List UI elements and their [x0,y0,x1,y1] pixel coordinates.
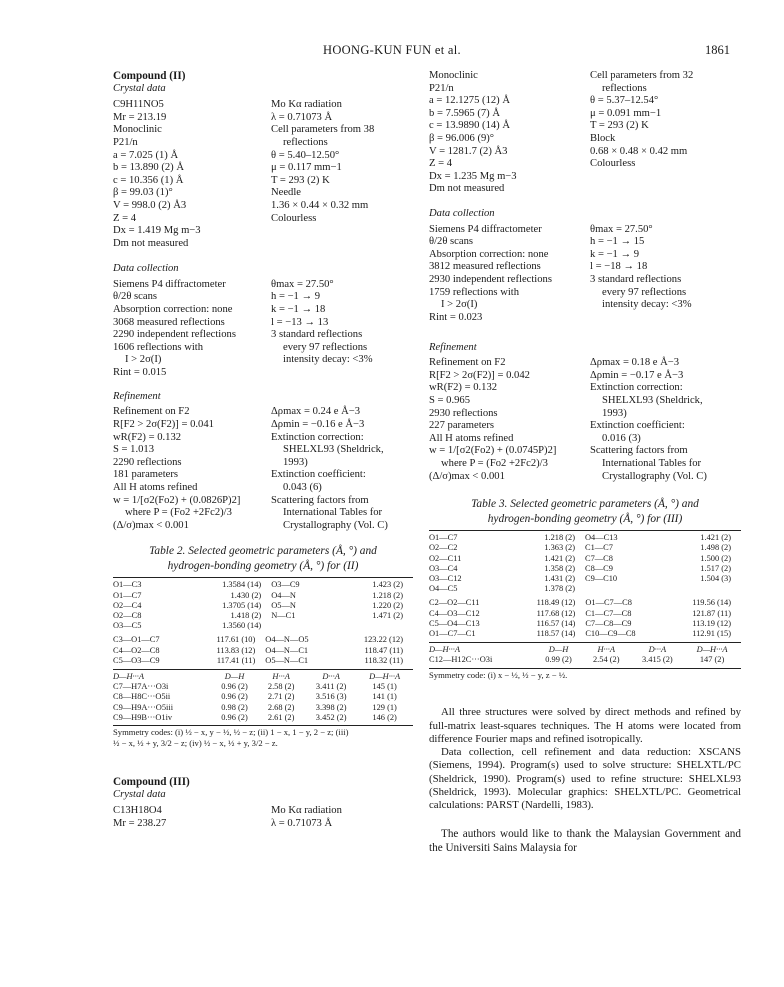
table-header-cell: H···A [597,645,615,655]
table-row [113,601,413,611]
text-line: Refinement on F2 [429,357,506,369]
table-cell: 1.423 (2) [372,580,403,590]
table-cell: 1.218 (2) [544,533,575,543]
text-line: reflections [283,136,328,148]
table-row [113,682,413,692]
data-collection-iii-heading: Data collection [429,208,495,219]
text-line: 1606 reflections with [113,341,204,353]
text-line: Needle [271,187,301,199]
table-header-cell: D—H [224,672,245,681]
table-row [429,574,741,584]
table-cell: 1.421 (2) [544,553,575,563]
text-line: Scattering factors from [271,494,369,506]
text-line: Monoclinic [113,124,162,136]
crystal-data-iii-heading: Crystal data [113,788,166,800]
table-cell: 1.418 (2) [230,610,262,620]
text-line: intensity decay: <3% [283,354,373,366]
text-line: SHELXL93 (Sheldrick, [283,444,384,456]
table-cell: C1—C7—C8 [585,608,632,618]
text-line: V = 1281.7 (2) Å3 [429,145,508,157]
table-row [113,703,413,713]
table-cell: 129 (1) [372,702,397,712]
text-line: 2930 independent reflections [429,273,552,285]
table-cell: 1.504 (3) [700,574,731,583]
refinement-left [113,406,240,532]
text-line: 3068 measured reflections [113,316,225,328]
text-line: 3812 measured reflections [429,261,541,273]
table-cell: 1.421 (2) [700,533,731,543]
table2-hbonds [113,672,413,723]
refinement-heading: Refinement [113,390,161,402]
table-cell: 1.500 (2) [700,553,731,563]
table-cell: C9—H9A···O5iii [113,702,174,712]
table-cell: 1.471 (2) [372,610,403,620]
table-cell: 1.358 (2) [544,563,575,573]
table-cell: 118.47 (11) [364,645,403,655]
table-cell: O1—C7 [429,533,458,543]
table-cell: 1.3705 (14) [222,600,262,610]
table-cell: 1.220 (2) [372,600,403,610]
table-cell: C4—O2—C8 [113,645,160,655]
text-line: R[F2 > 2σ(F2)] = 0.041 [113,418,214,430]
table-cell: 121.87 (11) [692,608,731,618]
text-line: c = 10.356 (1) Å [113,174,184,186]
crystal-data-iii-right [590,70,693,171]
text-line: θ/2θ scans [429,236,473,248]
text-line: l = −13 → 13 [271,316,329,328]
text-line: Siemens P4 diffractometer [429,223,542,235]
text-line: λ = 0.71073 Å [271,817,333,829]
text-line: P21/n [429,82,454,94]
table-cell: 3.398 (2) [315,702,347,712]
table-cell: 2.54 (2) [592,655,620,665]
text-line: reflections [602,82,647,94]
text-line: 181 parameters [113,469,179,481]
text-line: Rint = 0.023 [429,311,483,323]
text-line: Cell parameters from 38 [271,124,375,136]
text-line: β = 96.006 (9)° [429,132,495,144]
text-line: Monoclinic [429,70,478,81]
table-header-cell: D—H···A [369,672,401,681]
table-cell: 145 (1) [372,682,397,692]
text-line: θmax = 27.50° [271,278,334,290]
text-line: Dm not measured [113,237,189,249]
text-line: International Tables for [602,457,702,469]
text-line: c = 13.9890 (14) Å [429,120,510,132]
refinement-iii-right [590,357,707,483]
text-line: Z = 4 [429,158,453,170]
table-row [113,591,413,601]
table3-symmetry: Symmetry code: (i) x − ½, ½ − y, z − ½. [429,669,568,680]
table-cell: C2—O2—C11 [429,598,480,608]
text-line: (Δ/σ)max < 0.001 [429,470,505,482]
crystal-data-iii-left-start [113,805,166,830]
crystal-data-iii-right-start [271,805,342,830]
text-line: 0.68 × 0.48 × 0.42 mm [590,145,688,157]
text-line: Δρmin = −0.16 e Å−3 [271,418,365,430]
text-line: h = −1 → 15 [590,236,645,248]
table-cell: 113.19 (12) [692,618,731,628]
table-row [429,629,741,639]
table-cell: C10—C9—C8 [585,629,636,639]
table-cell: 141 (1) [372,692,397,702]
table3-angles [429,598,741,639]
table-cell: O4—N—O5 [265,635,309,645]
table-cell: C1—C7 [584,543,613,553]
table-header-cell: D···A [648,645,667,655]
text-line: 1993) [283,456,308,468]
compound-iii-heading: Compound (III) [113,776,190,789]
table-cell: O3—C12 [429,574,462,583]
table-row [429,619,741,629]
refinement-iii-heading: Refinement [429,341,477,353]
text-line: intensity decay: <3% [602,299,692,311]
table-row [113,621,413,631]
table-cell: 2.58 (2) [267,682,295,692]
table2-symmetry [113,727,413,748]
text-line: Crystallography (Vol. C) [602,470,707,482]
table2-caption-line1: Table 2. Selected geometric parameters (Å, °) and [149,545,377,558]
table-cell: 146 (2) [372,712,397,722]
table-cell: 1.363 (2) [544,543,575,553]
text-line: μ = 0.117 mm−1 [271,162,342,174]
refinement-iii-left [429,357,556,483]
table-cell [271,621,333,631]
table-row [429,554,741,564]
text-line: International Tables for [283,507,383,519]
text-line: Δρmin = −0.17 e Å−3 [590,369,684,381]
text-line: 2290 reflections [113,456,182,468]
text-line: C13H18O4 [113,805,162,817]
text-line: Absorption correction: none [113,303,233,315]
text-line: l = −18 → 18 [590,261,648,273]
table-cell: 123.22 (12) [363,635,403,645]
table3-hbonds [429,645,741,665]
text-line: λ = 0.71073 Å [271,111,333,123]
table-cell: C5—O3—C9 [113,655,160,665]
table-row [113,692,413,702]
text-line: β = 99.03 (1)° [113,187,173,199]
page-number: 1861 [705,43,730,57]
table-cell: 2.71 (2) [267,692,295,702]
right-column [429,70,741,855]
text-line: 1.36 × 0.44 × 0.32 mm [271,199,369,211]
table-cell: O1—C7—C1 [429,629,476,639]
text-line: Mo Kα radiation [271,805,342,817]
table-header-cell: D—H···A [696,645,728,655]
text-line: Siemens P4 diffractometer [113,278,226,290]
data-collection-left [113,279,236,380]
text-line: 2290 independent reflections [113,329,236,341]
table-cell: 117.61 (10) [216,635,256,645]
table-cell: 3.452 (2) [315,712,347,722]
data-collection-right [271,279,373,367]
text-line: Δρmax = 0.24 e Å−3 [271,406,361,418]
table-cell: 112.91 (15) [692,629,731,639]
table-cell [333,621,413,631]
table-header-cell: D—H [548,645,569,655]
text-line: every 97 reflections [283,341,368,353]
table-cell: O2—C4 [113,600,142,610]
table-row [113,646,413,656]
table-cell: O3—C5 [113,621,142,631]
table-row [113,713,413,723]
crystal-data-right [271,99,374,225]
table-cell: 1.431 (2) [544,574,575,583]
table-cell: O4—N [271,590,296,600]
text-line: T = 293 (2) K [590,120,649,132]
text-line: T = 293 (2) K [271,174,330,186]
table-cell: N—C1 [271,610,296,620]
table-cell: 118.32 (11) [364,655,403,665]
text-line: Cell parameters from 32 [590,70,694,81]
table-cell: C8—C9 [584,563,613,573]
table3-caption-line1: Table 3. Selected geometric parameters (Å, °) and [471,498,699,511]
table-row [429,598,741,608]
crystal-data-iii-left [429,70,517,196]
text-line: I > 2σ(I) [125,354,162,366]
table3-bonds [429,533,741,594]
table-cell: 113.83 (12) [216,645,256,655]
text-line: h = −1 → 9 [271,291,321,303]
paragraph-programs: Data collection, cell refinement and data reduction: XSCANS (Siemens, 1994). Program(s) used to solve structure: SHELXTL/PC (Sheldrick, 1990). Program(s) used to refine structure: SHELXL93 (Sheldrick, 1993). Molecular graphics: SHELXTL/PC. Geometrical calculations: PARST (Nardelli, 1983). [429,746,741,812]
table-header-row [429,645,741,655]
table-cell: O2—C8 [113,610,142,620]
table-cell: C5—O4—C13 [429,618,480,628]
text-line: 0.043 (6) [283,481,322,493]
table3-caption [429,497,741,527]
table-row [113,611,413,621]
table-cell: C3—O1—C7 [113,635,160,645]
text-line: Colourless [271,212,317,224]
table2-symmetry-line1: Symmetry codes: (i) ½ − x, y − ½, ½ − z; (ii) 1 − x, 1 − y, 2 − z; (iii) [113,727,349,738]
text-line: (Δ/σ)max < 0.001 [113,519,189,531]
table-cell: C9—C10 [584,574,618,583]
table-cell: 118.49 (12) [536,598,576,608]
table-cell: O2—C2 [429,543,458,553]
running-title: HOONG-KUN FUN et al. [323,43,461,57]
text-line: P21/n [113,136,138,148]
text-line: 227 parameters [429,420,495,432]
table-cell: O1—C3 [113,580,142,590]
table-cell: 3.411 (2) [315,682,347,692]
table-row [429,655,741,665]
table-cell: 117.68 (12) [536,608,576,618]
text-line: All H atoms refined [113,481,198,493]
table-cell: 1.498 (2) [700,543,731,553]
table-cell: 0.96 (2) [221,692,248,702]
text-line: All H atoms refined [429,432,514,444]
table-cell: O2—C11 [429,553,462,563]
table-cell: 116.57 (14) [536,618,576,628]
table-cell: O3—C9 [271,580,300,590]
table-cell: 117.41 (11) [216,655,256,665]
text-line: C9H11NO5 [113,99,164,111]
text-line: b = 7.5965 (7) Å [429,107,501,119]
table-cell: C9—H9B···O1iv [113,712,173,722]
table-cell: 0.96 (2) [221,682,248,692]
text-line: a = 12.1275 (12) Å [429,95,510,107]
left-column [113,70,413,835]
text-line: Block [590,132,616,144]
text-line: Rint = 0.015 [113,366,167,378]
table-cell: C7—C8 [584,553,613,563]
text-line: Mr = 238.27 [113,817,167,829]
text-line: θ = 5.37–12.54° [590,95,659,107]
text-line: θmax = 27.50° [590,223,653,235]
table-cell: 1.3584 (14) [222,580,262,590]
text-line: Z = 4 [113,212,137,224]
text-line: 1993) [602,407,627,419]
table-row [113,656,413,666]
refinement-right [271,406,388,532]
data-collection-iii-right [590,224,692,312]
table-row [113,635,413,645]
table-cell: O5—N—C1 [265,655,309,665]
text-line: θ/2θ scans [113,291,157,303]
table-cell: 147 (2) [699,655,725,665]
text-line: 3 standard reflections [590,273,682,285]
table-row [429,564,741,574]
table-row [429,609,741,619]
text-line: a = 7.025 (1) Å [113,149,179,161]
table-header-row [113,672,413,682]
text-line: Extinction correction: [590,382,683,394]
table-cell: 118.57 (14) [536,629,576,639]
table-cell: C12—H12C···O3i [429,655,493,665]
table-cell: 2.68 (2) [267,702,295,712]
table-cell: O4—C5 [429,584,458,594]
table2-caption-line2: hydrogen-bonding geometry (Å, °) for (II) [167,560,359,573]
text-line: μ = 0.091 mm−1 [590,107,662,119]
text-line: Mo Kα radiation [271,99,342,111]
text-line: 0.016 (3) [602,432,641,444]
data-collection-heading: Data collection [113,263,179,275]
table-cell: C8—H8C···O5ii [113,692,171,702]
text-line: Crystallography (Vol. C) [283,519,388,531]
text-line: Dm not measured [429,183,505,195]
table-cell: 1.3560 (14) [222,621,262,631]
table-header-cell: H···A [272,672,290,681]
table-cell: C4—O3—C12 [429,608,480,618]
table-cell: O5—N [271,600,296,610]
table-cell: 1.378 (2) [544,584,575,594]
text-line: Dx = 1.419 Mg m−3 [113,225,201,237]
table2-caption [113,544,413,574]
text-line: w = 1/[σ2(Fo2) + (0.0745P)2] [429,445,557,457]
table-cell: C7—C8—C9 [585,618,632,628]
crystal-data-left [113,99,201,250]
paragraph-methods: All three structures were solved by direct methods and refined by full-matrix least-squares techniques. The H atoms were located from difference Fourier maps and refined isotropically. [429,706,741,745]
table-cell: O4—N—C1 [265,645,309,655]
text-line: R[F2 > 2σ(F2)] = 0.042 [429,369,530,381]
text-line: Extinction coefficient: [590,420,685,432]
text-line: S = 1.013 [113,444,154,456]
table-cell: 2.61 (2) [267,712,295,722]
table-cell [658,584,741,594]
table3-caption-line2: hydrogen-bonding geometry (Å, °) for (III) [487,513,683,526]
table-cell: 0.96 (2) [221,712,248,722]
table-header-cell: D···A [322,672,340,681]
text-line: SHELXL93 (Sheldrick, [602,394,703,406]
table-cell [585,584,658,594]
table-cell: 1.218 (2) [372,590,403,600]
table-cell: O3—C4 [429,563,458,573]
table-header-cell: D—H···A [113,672,144,681]
table2-bonds [113,580,413,631]
table-header-cell: D—H···A [429,645,460,655]
text-line: 3 standard reflections [271,329,363,341]
paragraph-acknowledgements: The authors would like to thank the Malaysian Government and the Universiti Sains Malaysia for [429,827,741,854]
text-line: V = 998.0 (2) Å3 [113,199,187,211]
table2-symmetry-line2: ½ − x, ½ + y, 3/2 − z; (iv) ½ − x, ½ + y, 3/2 − z. [113,737,278,748]
text-line: Absorption correction: none [429,248,549,260]
text-line: Colourless [590,158,636,170]
text-line: θ = 5.40–12.50° [271,149,340,161]
text-line: b = 13.890 (2) Å [113,162,185,174]
text-line: every 97 reflections [602,286,687,298]
table-cell: 3.516 (3) [315,692,347,702]
table-cell: 119.56 (14) [692,598,731,608]
compound-ii-heading: Compound (II) [113,70,186,82]
text-line: where P = (Fo2 +2Fc2)/3 [125,507,232,519]
text-line: 2930 reflections [429,407,498,419]
table-cell: 0.98 (2) [221,702,248,712]
text-line: Extinction coefficient: [271,469,366,481]
text-line: k = −1 → 9 [590,248,640,260]
table-row [429,584,741,594]
text-line: wR(F2) = 0.132 [113,431,182,443]
text-line: Extinction correction: [271,431,364,443]
table-row [113,580,413,590]
text-line: w = 1/[σ2(Fo2) + (0.0826P)2] [113,494,241,506]
table-row [429,543,741,553]
text-line: Scattering factors from [590,445,688,457]
table-cell: O1—C7—C8 [585,598,632,608]
text-line: Refinement on F2 [113,406,190,418]
table-cell: 3.415 (2) [641,655,673,665]
table-row [429,533,741,543]
text-line: wR(F2) = 0.132 [429,382,498,394]
table-cell: 1.517 (2) [700,563,731,573]
text-line: where P = (Fo2 +2Fc2)/3 [441,457,548,469]
text-line: Mr = 213.19 [113,111,167,123]
text-line: Δρmax = 0.18 e Å−3 [590,357,680,369]
table-cell: O4—C13 [584,533,618,543]
table-cell: C7—H7A···O3i [113,682,169,692]
table2-angles [113,635,413,666]
table-cell: 0.99 (2) [545,655,572,665]
crystal-data-heading: Crystal data [113,82,166,94]
text-line: 1759 reflections with [429,286,520,298]
text-line: S = 0.965 [429,394,470,406]
table-cell: O1—C7 [113,590,142,600]
text-line: I > 2σ(I) [441,299,478,311]
text-line: k = −1 → 18 [271,303,326,315]
table-cell: 1.430 (2) [230,590,262,600]
data-collection-iii-left [429,224,552,325]
text-line: Dx = 1.235 Mg m−3 [429,170,517,182]
